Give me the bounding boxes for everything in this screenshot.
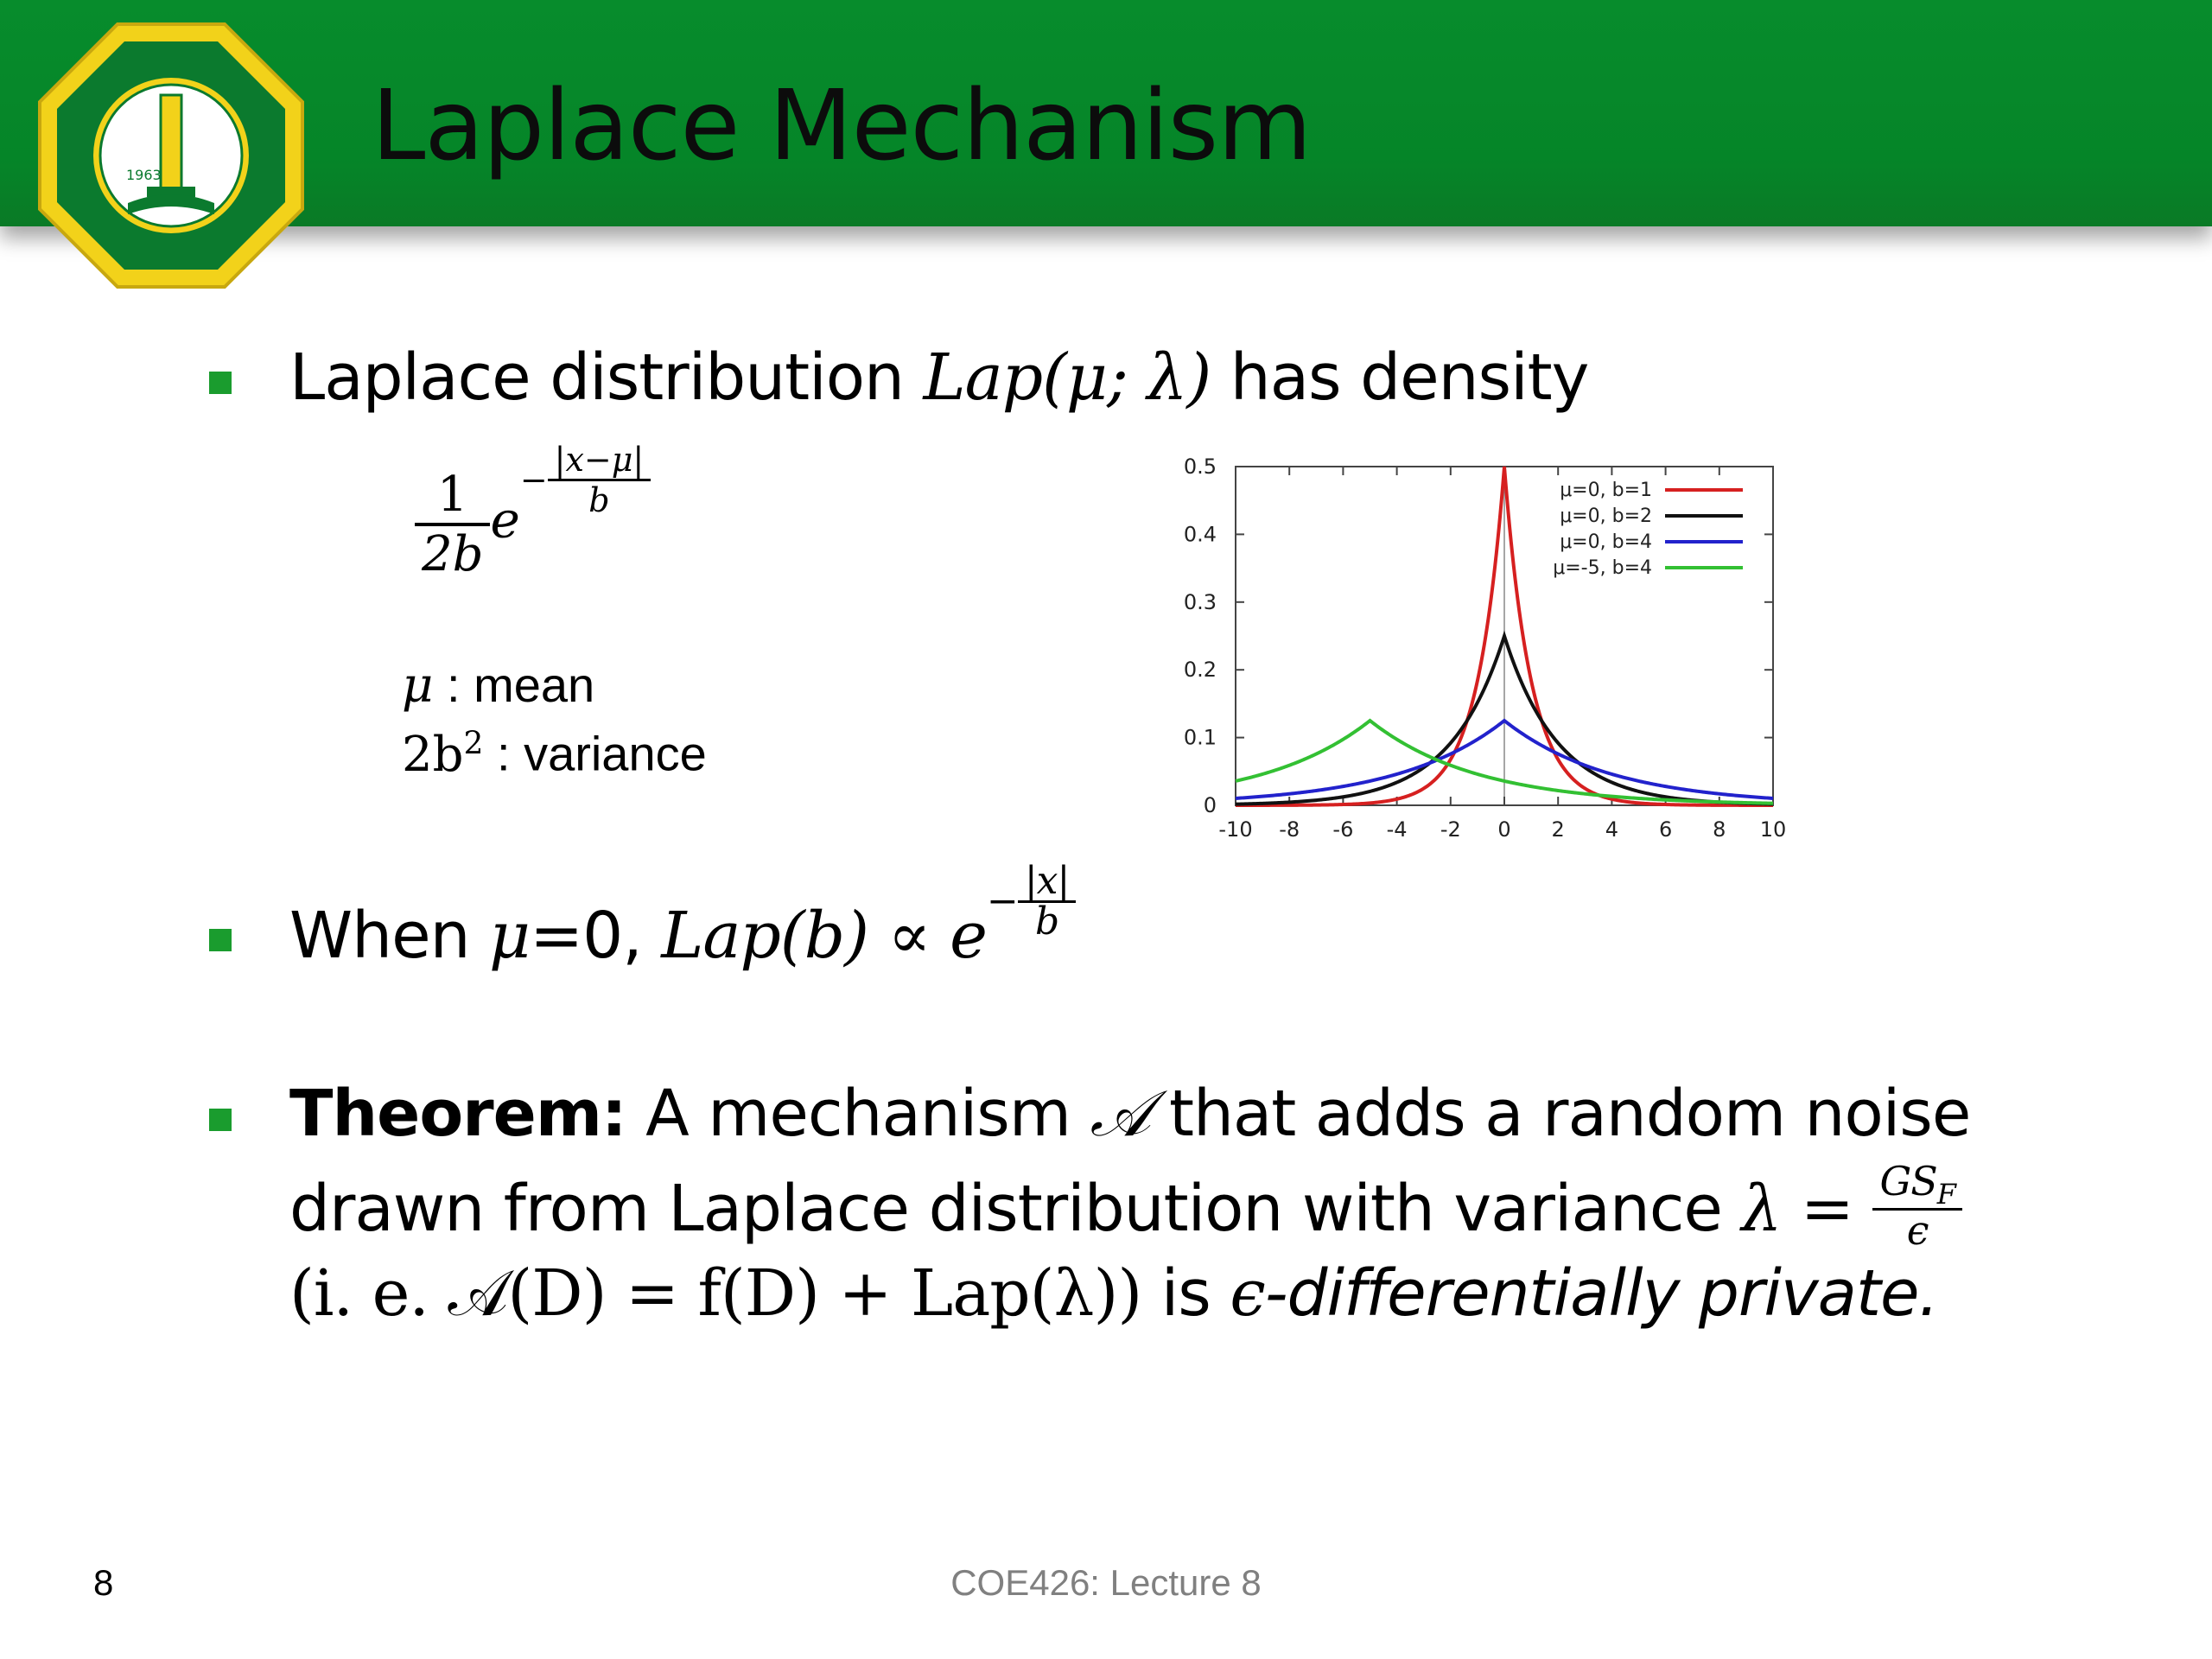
mean-label: : mean — [446, 658, 595, 712]
theorem-label: Theorem: — [289, 1077, 626, 1151]
theorem-text-a: A mechanism — [645, 1077, 1071, 1151]
y-tick-label: 0 — [1203, 793, 1217, 817]
bullet-text: Laplace distribution — [289, 340, 904, 415]
when-text: When — [289, 899, 470, 973]
sensitivity-denominator: ϵ — [1872, 1208, 1961, 1250]
legend-label: μ=0, b=2 — [1560, 505, 1652, 527]
exp-fraction — [1018, 859, 1076, 944]
density-base: e — [490, 490, 520, 550]
theorem-line-2 — [289, 1158, 1962, 1257]
sensitivity-numerator: $GS_F$ — [1879, 1158, 1955, 1211]
mean-line — [402, 658, 595, 714]
exp-numerator: |x| — [1024, 859, 1070, 903]
mechanism-symbol: 𝒜 — [1090, 1077, 1150, 1151]
theorem-text-c: drawn from Laplace distribution with variance — [289, 1172, 1722, 1247]
page-number: 8 — [93, 1562, 114, 1603]
y-tick-label: 0.5 — [1183, 458, 1217, 479]
theorem-example: (i. e. 𝒜(D) = f(D) + Lap(λ)) — [289, 1256, 1142, 1331]
theorem-line-3 — [289, 1256, 1939, 1331]
exp-denominator: b — [1018, 900, 1076, 941]
x-tick-label: -4 — [1386, 817, 1408, 842]
x-tick-label: 2 — [1551, 817, 1565, 842]
legend-label: μ=0, b=4 — [1560, 531, 1652, 553]
lambda-eq: λ = — [1741, 1172, 1853, 1247]
y-tick-label: 0.4 — [1183, 522, 1217, 547]
footer-course: COE426: Lecture 8 — [950, 1562, 1262, 1603]
legend-label: μ=0, b=1 — [1560, 480, 1652, 501]
theorem-text-b: that adds a random noise — [1168, 1077, 1971, 1151]
variance-line — [402, 726, 707, 783]
lap-b-notation: Lap(b) — [661, 899, 869, 973]
theorem-line-1 — [289, 1077, 1971, 1151]
logo-year: 1963 — [126, 167, 162, 183]
bullet-zero-mean — [289, 859, 1076, 982]
density-exp-numerator: |x−μ| — [554, 441, 645, 479]
proportional-symbol: ∝ — [887, 899, 931, 973]
x-tick-label: -10 — [1218, 817, 1253, 842]
x-tick-label: 6 — [1658, 817, 1673, 842]
theorem-is: is — [1160, 1256, 1211, 1331]
sensitivity-fraction — [1872, 1158, 1961, 1255]
x-tick-label: -6 — [1332, 817, 1354, 842]
bullet-marker — [209, 1109, 232, 1131]
dp-conclusion: -differentially private. — [1264, 1256, 1939, 1331]
density-denominator: 2b — [415, 523, 490, 582]
x-tick-label: -2 — [1440, 817, 1461, 842]
y-tick-label: 0.2 — [1183, 658, 1217, 683]
mu-symbol: μ — [402, 658, 434, 714]
mu-symbol: μ — [489, 899, 531, 973]
x-tick-label: 8 — [1713, 817, 1726, 842]
bullet-tail: has density — [1230, 340, 1589, 415]
lap-notation: Lap(μ; λ) — [923, 340, 1211, 415]
x-tick-label: -8 — [1279, 817, 1300, 842]
density-numerator: 1 — [436, 467, 468, 523]
variance-label: : variance — [496, 726, 707, 781]
laplace-density-chart — [1162, 458, 1810, 864]
x-tick-label: 4 — [1605, 817, 1619, 842]
variance-symbol: $2b^2$ — [402, 726, 484, 783]
bullet-laplace-distribution — [289, 340, 1589, 415]
y-tick-label: 0.1 — [1183, 725, 1217, 750]
university-logo — [33, 17, 309, 294]
y-tick-label: 0.3 — [1183, 589, 1217, 614]
density-exponent — [548, 441, 652, 519]
bullet-marker — [209, 372, 232, 394]
slide-title: Laplace Mechanism — [372, 70, 1312, 182]
bullet-marker — [209, 929, 232, 951]
exp-base: e — [950, 899, 987, 973]
density-exp-sign: − — [519, 461, 548, 499]
epsilon-symbol: ϵ — [1230, 1256, 1265, 1331]
x-tick-label: 0 — [1497, 817, 1511, 842]
density-exp-denominator: b — [548, 479, 652, 519]
legend-label: μ=-5, b=4 — [1553, 557, 1652, 579]
equals-zero: =0, — [530, 899, 642, 973]
density-fraction — [415, 467, 490, 582]
x-tick-label: 10 — [1759, 817, 1787, 842]
exp-sign: − — [986, 879, 1018, 924]
